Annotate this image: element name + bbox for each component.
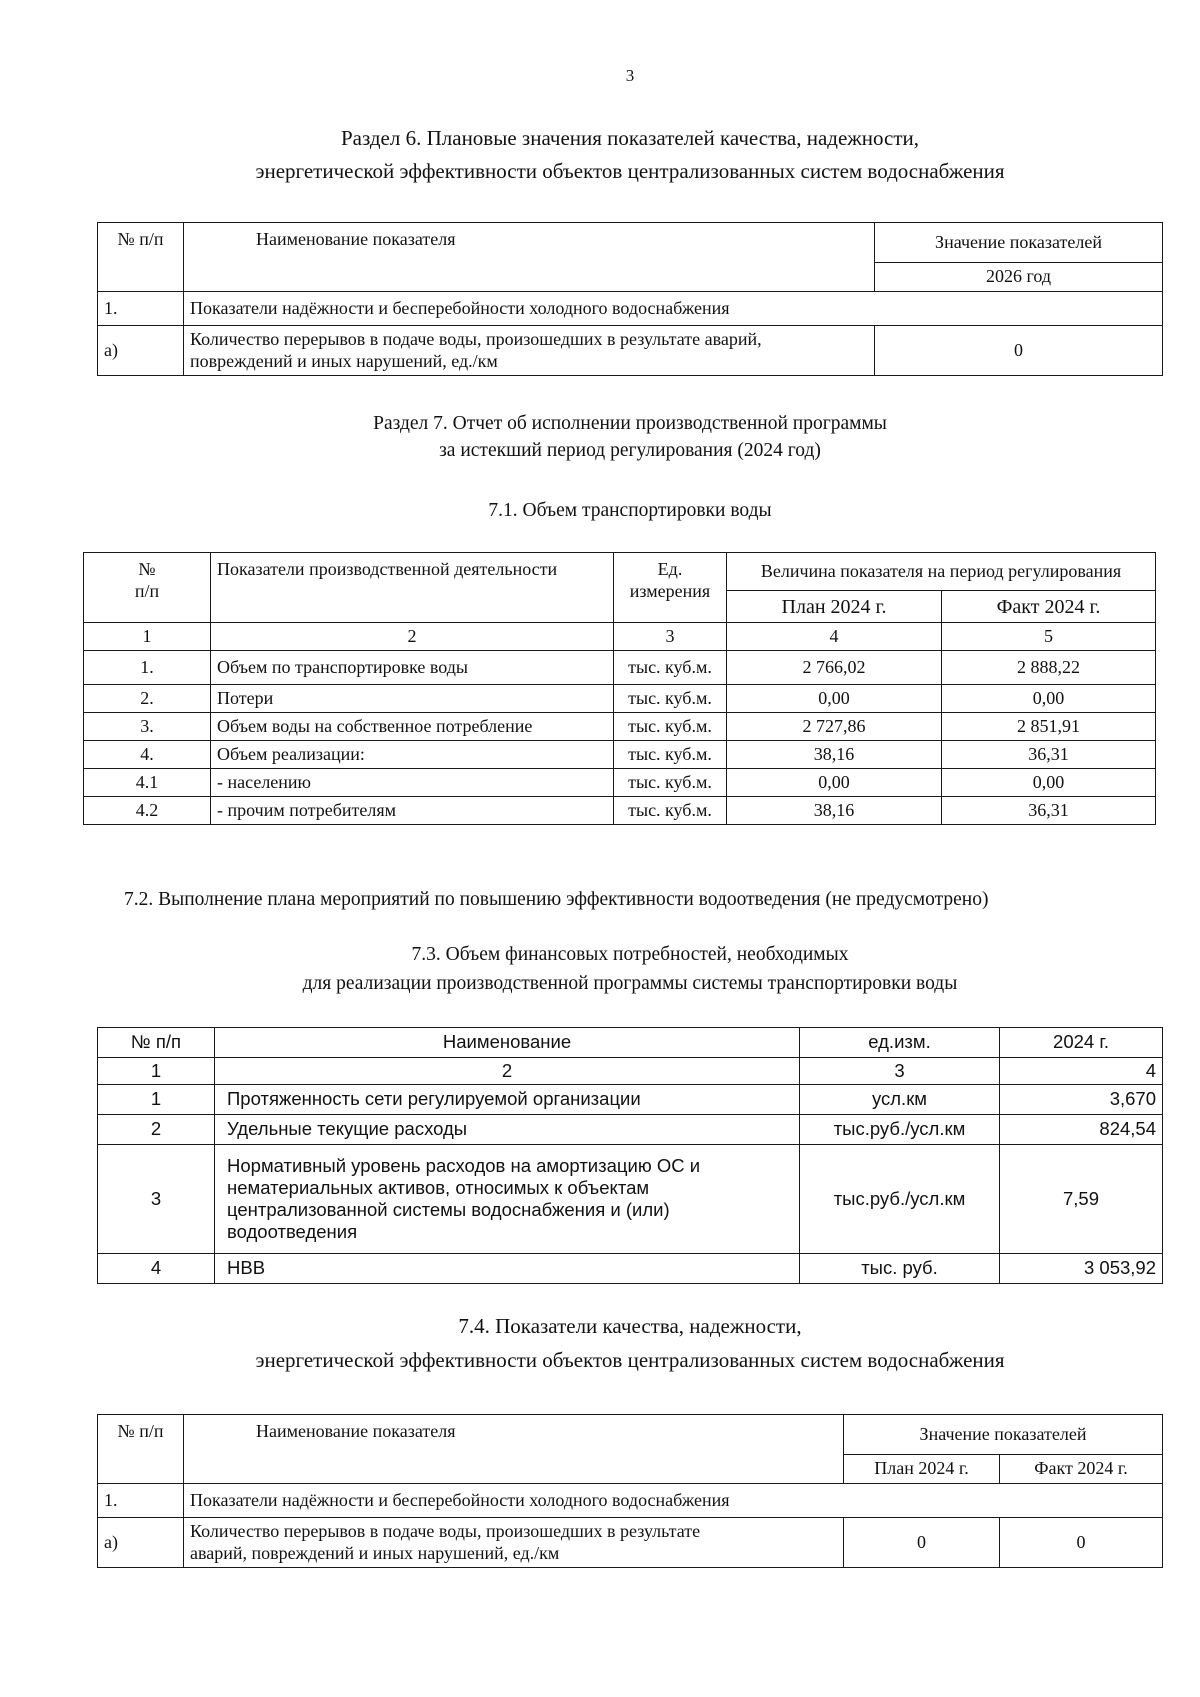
row-fact: 0,00 [942,769,1156,797]
section-7-title-line2: за истекший период регулирования (2024 год) [439,440,821,462]
table-row [84,651,1156,685]
group-row-name: Показатели надёжности и бесперебойности холодного водоснабжения [184,292,1163,326]
row-unit: тыс. куб.м. [614,685,727,713]
row-num: 2. [84,685,211,713]
header-num: № п/п [98,223,184,292]
item-row-plan: 0 [844,1518,1000,1568]
header-value: Значение показателей [875,223,1163,263]
table-7-4-title-line2: энергетической эффективности объектов централизованных систем водоснабжения [255,1347,1005,1372]
page-number: 3 [625,66,635,85]
table-row [98,1145,1163,1254]
table-row [98,1085,1163,1115]
table-7-1-title: 7.1. Объем транспортировки воды [488,500,772,521]
table-7-3-title-line1: 7.3. Объем финансовых потребностей, необходимых [411,944,849,965]
row-unit: тыс. куб.м. [614,713,727,741]
header-value-group: Величина показателя на период регулирования [727,553,1156,591]
row-indicator: - населению [211,769,614,797]
header-year: 2024 г. [1000,1028,1163,1058]
section-6-title [0,122,1200,187]
header-num: № п/п [98,1028,215,1058]
row-indicator: Объем реализации: [211,741,614,769]
table-7-3 [97,1027,1163,1284]
item-row-value: 0 [875,326,1163,376]
row-plan: 38,16 [727,797,942,825]
header-plan: План 2024 г. [844,1455,1000,1484]
index-row [98,1058,1163,1085]
row-plan: 2 766,02 [727,651,942,685]
header-value: Значение показателей [844,1415,1163,1455]
table-row [84,713,1156,741]
row-value: 3,670 [1000,1085,1163,1115]
index-cell: 1 [84,623,211,651]
table-7-3-title-line2: для реализации производственной программы системы транспортировки воды [302,973,958,995]
item-row-fact: 0 [1000,1518,1163,1568]
row-num: 3. [84,713,211,741]
row-name: Удельные текущие расходы [215,1115,800,1145]
section-7-title-line1: Раздел 7. Отчет об исполнении производственной программы [373,413,887,434]
item-row-name [184,1518,844,1568]
row-indicator: - прочим потребителям [211,797,614,825]
table-7-4-title-line1: 7.4. Показатели качества, надежности, [458,1314,802,1338]
row-unit: тыс.руб./усл.км [800,1145,1000,1254]
row-num: 4 [98,1254,215,1284]
row-num: 4. [84,741,211,769]
item-row-name [184,326,875,376]
header-num [84,553,211,623]
header-unit-line2: измерения [629,580,711,601]
row-value: 824,54 [1000,1115,1163,1145]
item-row-name-line1: Количество перерывов в подаче воды, произошедших в результате аварий, [190,328,762,349]
row-num: 4.1 [84,769,211,797]
table-7-1 [83,552,1156,825]
row-name-line: Нормативный уровень расходов на амортизацию ОС и [227,1154,701,1176]
table-row [84,797,1156,825]
section-7-2-text: 7.2. Выполнение плана мероприятий по повышению эффективности водоотведения (не предусмотрено) [124,889,989,910]
row-num: 2 [98,1115,215,1145]
row-unit: тыс. куб.м. [614,741,727,769]
header-indicator-name: Наименование показателя [184,223,875,292]
table-7-4-title [0,1310,1200,1377]
row-unit: усл.км [800,1085,1000,1115]
row-unit: тыс. руб. [800,1254,1000,1284]
row-fact: 2 851,91 [942,713,1156,741]
index-cell: 3 [800,1058,1000,1085]
table-row [84,741,1156,769]
item-row-name-line2: повреждений и иных нарушений, ед./км [190,350,498,371]
table-row [98,1254,1163,1284]
row-value: 7,59 [1000,1145,1163,1254]
header-indicator-name: Наименование показателя [184,1415,844,1484]
index-row [84,623,1156,651]
table-row [84,769,1156,797]
row-plan: 2 727,86 [727,713,942,741]
row-fact: 36,31 [942,797,1156,825]
index-cell: 1 [98,1058,215,1085]
item-row-name-line2: аварий, повреждений и иных нарушений, ед./км [190,1542,560,1563]
section-6-title-line2: энергетической эффективности объектов централизованных систем водоснабжения [255,158,1005,183]
row-name [215,1145,800,1254]
section-6-title-line1: Раздел 6. Плановые значения показателей качества, надежности, [340,126,920,150]
item-row-name-line1: Количество перерывов в подаче воды, произошедших в результате [190,1520,701,1541]
table-row [98,1115,1163,1145]
header-num-line1: № [138,559,156,579]
header-unit: ед.изм. [800,1028,1000,1058]
index-cell: 5 [942,623,1156,651]
header-year: 2026 год [875,263,1163,292]
row-indicator: Потери [211,685,614,713]
row-plan: 0,00 [727,769,942,797]
item-row-num: а) [98,1518,184,1568]
row-plan: 38,16 [727,741,942,769]
row-value: 3 053,92 [1000,1254,1163,1284]
group-row-num: 1. [98,292,184,326]
row-fact: 0,00 [942,685,1156,713]
row-num: 1 [98,1085,215,1115]
row-name-line: централизованной системы водоснабжения и (или) [227,1199,670,1220]
row-fact: 36,31 [942,741,1156,769]
header-plan: План 2024 г. [727,591,942,623]
header-fact: Факт 2024 г. [942,591,1156,623]
row-name-line: нематериальных активов, относимых к объектам [227,1176,650,1198]
table-row [84,685,1156,713]
row-unit: тыс. куб.м. [614,769,727,797]
row-fact: 2 888,22 [942,651,1156,685]
row-name: Протяженность сети регулируемой организации [215,1085,800,1115]
header-num: № п/п [98,1415,184,1484]
header-indicator: Показатели производственной деятельности [211,553,614,623]
row-plan: 0,00 [727,685,942,713]
table-7-3-title [0,940,1200,999]
row-num: 4.2 [84,797,211,825]
index-cell: 2 [215,1058,800,1085]
index-cell: 3 [614,623,727,651]
header-unit-line1: Ед. [657,559,683,579]
row-indicator: Объем воды на собственное потребление [211,713,614,741]
header-num-line2: п/п [134,580,160,601]
index-cell: 4 [1000,1058,1163,1085]
group-row-name: Показатели надёжности и бесперебойности холодного водоснабжения [184,1484,1163,1518]
section-7-title [0,410,1200,465]
row-unit: тыс. куб.м. [614,651,727,685]
table-7-4 [97,1414,1163,1568]
header-fact: Факт 2024 г. [1000,1455,1163,1484]
group-row-num: 1. [98,1484,184,1518]
row-indicator: Объем по транспортировке воды [211,651,614,685]
header-unit [614,553,727,623]
row-unit: тыс. куб.м. [614,797,727,825]
item-row-num: а) [98,326,184,376]
section-6-table [97,222,1163,376]
index-cell: 4 [727,623,942,651]
row-unit: тыс.руб./усл.км [800,1115,1000,1145]
header-name: Наименование [215,1028,800,1058]
row-name: НВВ [215,1254,800,1284]
row-name-line: водоотведения [227,1221,358,1243]
row-num: 1. [84,651,211,685]
row-num: 3 [98,1145,215,1254]
index-cell: 2 [211,623,614,651]
